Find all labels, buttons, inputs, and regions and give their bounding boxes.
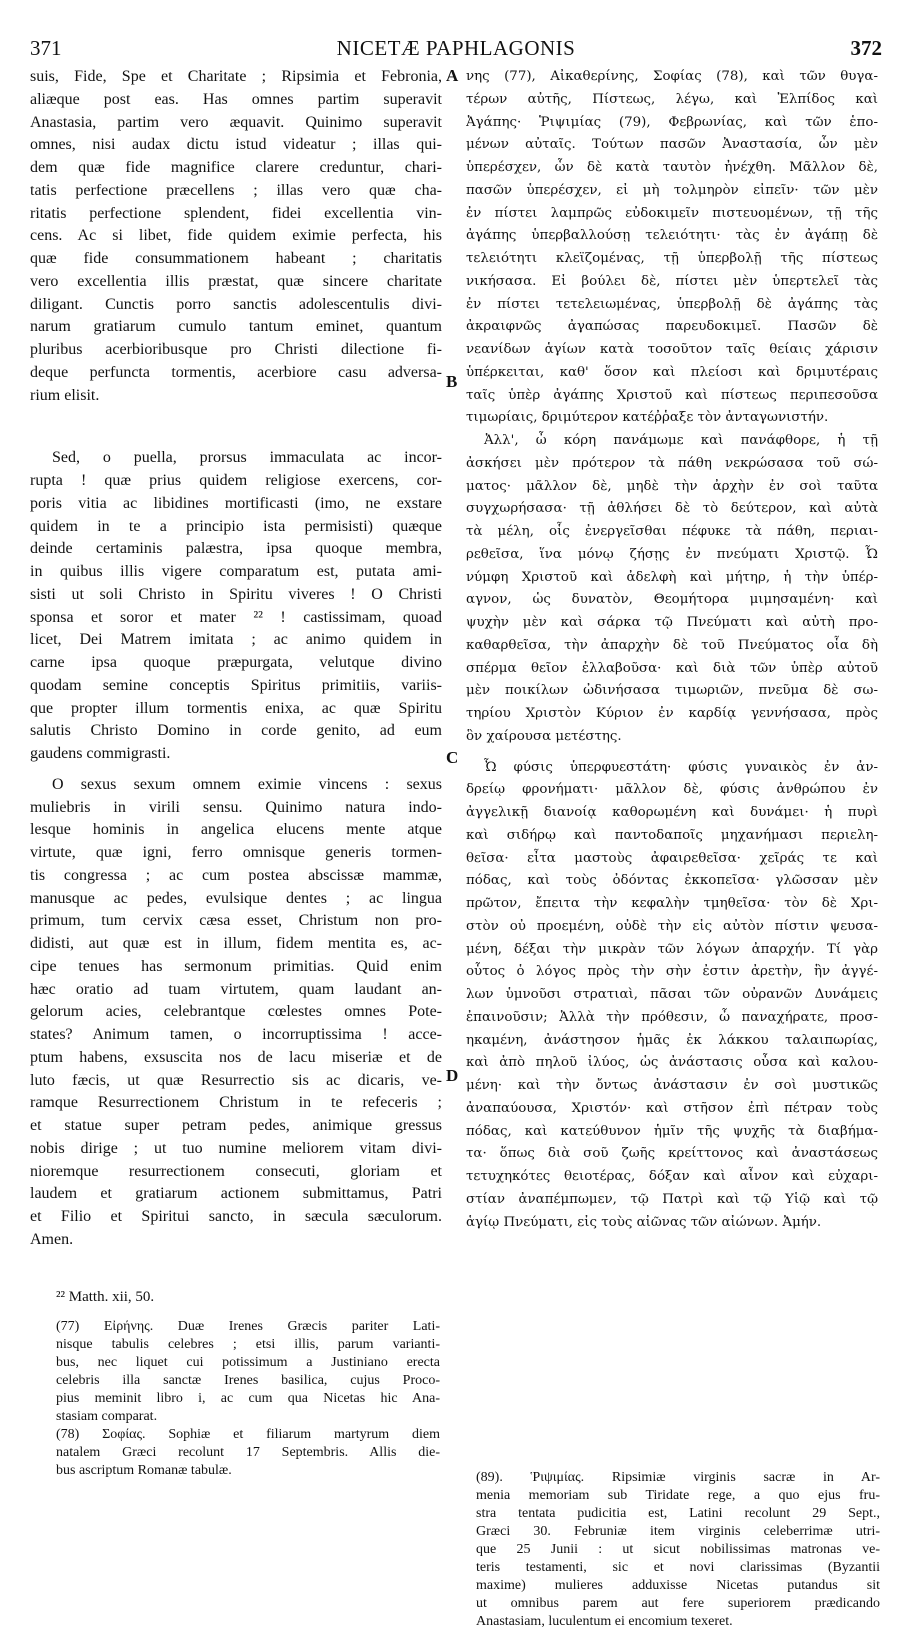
text-line: δρείῳ φρονήματι· μᾶλλον δὲ, φύσις ἀνθρώπου ἐν: [466, 782, 878, 798]
text-line: quidem in te a principio ista permisisti) quæque: [30, 517, 442, 535]
footnote-line: bus ascriptum Romanæ tabulæ.: [56, 1463, 232, 1478]
latin-paragraph-3: [30, 774, 442, 1252]
text-line: ὃν χαίρουσα μετέστης.: [466, 728, 622, 744]
text-line: et Filio et Spiritui sancto, in sæcula sæculorum.: [30, 1208, 442, 1225]
running-title: NICETÆ PAPHLAGONIS: [336, 36, 576, 60]
latin-paragraph-2: [30, 447, 442, 766]
footnote-line: bus, nec liquet cui potissimum a Justiniano erecta: [56, 1355, 440, 1370]
text-line: narum gratiarum cumulo tantum eminet, quantum: [30, 318, 442, 336]
footnote-line: ut omnibus parem aut fere superiorem prædicando: [476, 1596, 880, 1611]
text-line: tatis perfectione præcellens ; illas vero quæ cha-: [30, 181, 442, 199]
text-line: ματος· μᾶλλον δὲ, μηδὲ τὴν ἀρχὴν ἐν σοὶ ταῦτα: [466, 478, 878, 494]
text-line: ἀκραιφνῶς ἀγαπώσας παρευδοκιμεῖ. Πασῶν δὲ: [466, 319, 878, 335]
text-line: dem quæ fide magnifice clarere creduntur, chari-: [30, 159, 442, 176]
text-line: πασῶν ὑπερέσχεν, εἰ μὴ τολμηρὸν εἰπεῖν· τῶν μὲν: [466, 182, 878, 198]
text-line: virtute, quæ igni, ferro omnisque generis tormen-: [30, 844, 442, 861]
footnote-line: stra tentata pudicitia est, Latini recolunt 29 Sept.,: [476, 1506, 880, 1521]
text-line: deinde certaminis palæstra, ipsa quoque membra,: [30, 540, 442, 558]
text-line: πόδας, καὶ τοὺς ὀδόντας ἐκκοπεῖσα· γλῶσσαν μὲν: [466, 873, 878, 889]
page-number-right: 372: [850, 36, 882, 60]
text-line: τα· ὅπως διὰ σοῦ ζωῆς κρείττονος καὶ ἀναστάσεως: [466, 1146, 878, 1162]
text-line: τελειότητι κλεϊζομένας, τῇ ὑπερβολῇ τῆς πίστεως: [466, 251, 878, 266]
text-line: στὸν οὐ προεμένη, οὐδὲ τὴν εἰς αὐτὸν πίστιν ψευσα-: [466, 918, 878, 934]
text-line: cipe tenues has sermonum primitias. Quid enim: [30, 957, 442, 975]
text-line: ὑπερέσχεν, ὧν δὲ κατὰ ταυτὸν ἠνέχθη. Μᾶλλον δὲ,: [466, 160, 878, 175]
text-line: νης (77), Αἰκαθερίνης, Σοφίας (78), καὶ τῶν θυγα-: [466, 69, 878, 84]
text-line: ψυχὴν μὲν καὶ σάρκα τῷ Πνεύματι καὶ αὐτὴ προ-: [466, 615, 878, 630]
text-line: sponsa et soror et mater ²² ! castissimam, quoad: [30, 608, 442, 626]
text-line: ramque Resurrectionem Christum in te refeceris ;: [30, 1094, 442, 1112]
greek-paragraph-2: [466, 430, 878, 749]
text-line: rupta ! quæ prius quidem religiose exercens, cor-: [30, 472, 442, 489]
text-line: rium elisit.: [30, 386, 100, 404]
footnote-77: [56, 1318, 440, 1426]
text-line: τὰ μέλη, οἷς ἐνεργεῖσθαι πέφυκε τὰ πάθη, περιαι-: [466, 524, 878, 539]
text-line: τετυχηκότες θειοτέρας, δόξαν καὶ αἶνον καὶ εὐχαρι-: [466, 1169, 878, 1184]
text-line: πόδας, καὶ κατεύθυνον ἡμῖν τῆς ψυχῆς τὰ διαβήμα-: [466, 1123, 878, 1139]
text-line: ἀγάπης ὑπερβαλλούσῃ τελειότητι· τὰς ἐν ἀγάπῃ δὲ: [466, 228, 878, 244]
text-line: ἀσκήσει μὲν πρότερον τὰ πάθη νεκρώσασα τοῦ σώ-: [466, 455, 878, 471]
footnote-79: [476, 1469, 880, 1631]
text-line: tis congressa ; ac cum postea abscissæ mammæ,: [30, 866, 442, 884]
text-line: luto fæcis, ut quæ Resurrectio sis ac dicaris, ve-: [30, 1071, 442, 1089]
text-line: νύμφη Χριστοῦ καὶ ἀδελφὴ καὶ μήτηρ, ἡ τὴν ὑπέρ-: [466, 569, 878, 585]
text-line: Sed, o puella, prorsus immaculata ac incor-: [52, 449, 442, 467]
text-line: aliæque post eas. Has omnes partim superavit: [30, 90, 442, 108]
footnote-line: stasiam comparat.: [56, 1409, 158, 1424]
text-line: diligant. Cunctis porro sanctis adolescentulis divi-: [30, 295, 442, 313]
footnote-line: teris testamenti, sic et novi clarissimas (Byzantii: [476, 1560, 880, 1575]
footnote-line: que 25 Junii : ut sicut nobilissimas matronas ve-: [476, 1542, 880, 1557]
text-line: suis, Fide, Spe et Charitate ; Ripsimia et Febronia,: [30, 68, 442, 85]
text-line: et statue super petram pedes, animique gressus: [30, 1117, 442, 1134]
text-line: didisti, aut quæ est in illum, fidem mentita es, ac-: [30, 935, 442, 952]
text-line: poris vitia ac libidines mortificasti (imo, ne exstare: [30, 494, 442, 512]
page-number-left: 371: [30, 36, 62, 60]
text-line: ρεθεῖσα, ἵνα μόνῳ ζήσῃς ἐν πνεύματι Χριστῷ. Ὦ: [466, 546, 878, 562]
text-line: μένη, δέξαι τὴν μικρὰν τῶν λόγων ἀπαρχήν. Τί γὰρ: [466, 941, 878, 957]
text-line: ὑπέρκειται, καθ' ὅσον καὶ πλείοσι καὶ δριμυτέραις: [466, 364, 878, 380]
greek-column: [466, 66, 878, 1234]
text-line: Ἀλλ', ὦ κόρη πανάμωμε καὶ πανάφθορε, ἡ τῇ: [484, 433, 878, 448]
text-line: τηρίου Χριστὸν Κύριον ἐν καρδίᾳ γεννήσασα, πρὸς: [466, 706, 878, 721]
text-line: muliebris in virili sensu. Quinimo natura indo-: [30, 798, 442, 816]
latin-column: [30, 66, 442, 1252]
text-line: ταῖς ὑπὲρ ἀγάπης Χριστοῦ καὶ πίστεως περιπεσοῦσα: [466, 387, 878, 403]
text-line: ptum habens, exsuscita nos de lacu miseriæ et de: [30, 1048, 442, 1066]
footnote-line: menia memoriam sub Tiridate rege, a quo ejus fru-: [476, 1488, 880, 1503]
text-line: ηκαμένη, ἀνάστησον ἡμᾶς ἐκ λάκκου ταλαιπωρίας,: [466, 1032, 878, 1048]
scripture-reference: ²² Matth. xii, 50.: [56, 1289, 155, 1305]
footnote-line: (89). Ῥιψιμίας. Ripsimiæ virginis sacræ in Ar-: [476, 1470, 880, 1485]
text-line: ἀναπαύουσα, Χριστόν· καὶ στῆσον ἐπὶ πέτραν τοὺς: [466, 1100, 878, 1116]
margin-marker-d: D: [446, 1066, 459, 1085]
text-line: ἐν πίστει τετελειωμένας, ὑπερβολῇ δὲ ἀγάπης τὰς: [466, 296, 878, 312]
text-line: quodam semine conceptis Spiritus primitiis, variis-: [30, 676, 442, 694]
footnote-line: maxime) mulieres adduxisse Nicetas putandus sit: [476, 1578, 880, 1593]
text-line: τέρων αὐτῆς, Πίστεως, λέγω, καὶ Ἐλπίδος καὶ: [466, 91, 878, 107]
text-line: συγχωρήσασα· τῇ ἀθλήσει δὲ τὸ δεύτερον, καὶ αὐτὰ: [466, 501, 878, 517]
text-line: gelorum acies, celebrantque cœlestes omnes Pote-: [30, 1003, 442, 1021]
text-line: σπέρμα θεῖον ἐλλαβοῦσα· καὶ διὰ τῶν ὑπὲρ αὐτοῦ: [466, 660, 878, 676]
footnote-line: pius meminit libro i, ac cum qua Nicetas hic Ana-: [56, 1391, 440, 1406]
text-line: πρῶτον, ἔπειτα τὴν κεφαλὴν τμηθεῖσα· τὸν δὲ Χρι-: [466, 896, 878, 911]
text-line: μένων αὐταῖς. Τούτων πασῶν Ἀναστασία, ὧν μὲν: [466, 137, 878, 153]
text-line: θεῖσα· εἶτα μαστοὺς ἀφαιρεθεῖσα· χεῖράς τε καὶ: [466, 850, 878, 866]
text-line: τιμωρίαις, δριμύτερον κατέῤῥαξε τὸν ἀνταγωνιστήν.: [466, 410, 829, 426]
text-line: νικήσασα. Εἰ βούλει δὲ, πίστει μὲν ὑπερτελεῖ τὰς: [466, 273, 878, 289]
greek-paragraph-3: [466, 757, 878, 1235]
text-line: μένη· καὶ τὴν ὄντως ἀνάστασιν ἐν σοὶ μυστικῶς: [466, 1078, 878, 1093]
text-line: λων ὑμνοῦσι στρατιαὶ, πᾶσαι τῶν οὐρανῶν Δυνάμεις: [466, 987, 878, 1002]
text-line: ἐν πίστει λαμπρῶς εὐδοκιμεῖν πιστευομένων, τῇ τῆς: [466, 205, 878, 221]
text-line: O sexus sexum omnem eximie vincens : sexus: [52, 775, 442, 793]
text-line: καὶ σιδήρῳ καὶ παντοδαποῖς μηχανήμασι περιελη-: [466, 827, 878, 843]
text-line: καὶ ἀπὸ πηλοῦ ἰλύος, ὡς ἀνάστασις οὖσα καὶ καλου-: [466, 1055, 878, 1071]
text-line: Ἀγάπης· Ῥιψιμίας (79), Φεβρωνίας, καὶ τῶν ἑπο-: [466, 114, 878, 130]
text-line: Anastasia, partim vero æquavit. Quinimo superavit: [30, 113, 442, 131]
text-line: ἁγίῳ Πνεύματι, εἰς τοὺς αἰῶνας τῶν αἰώνων. Ἀμήν.: [466, 1214, 822, 1230]
text-line: ἐπαινοῦσιν; Ἀλλὰ τὴν πρόθεσιν, ὦ παναχήρατε, προσ-: [466, 1009, 878, 1025]
text-line: καθαρθεῖσα, τὴν ἀπαρχὴν δὲ τοῦ Πνεύματος οἷα δὴ: [466, 637, 878, 653]
text-line: deque perfuncta tormentis, acerbiore casu adversa-: [30, 363, 442, 381]
text-line: αγνον, ὡς δυνατὸν, Θεομήτορα μιμησαμένη· καὶ: [466, 592, 878, 608]
text-line: vero excellentia illis præstat, quæ sincere charitate: [30, 272, 442, 290]
text-line: Ὦ φύσις ὑπερφυεστάτη· φύσις γυναικὸς ἐν ἀν-: [484, 759, 878, 775]
margin-marker-a: A: [446, 66, 459, 85]
text-line: carne ipsa quoque præpurgata, velutque divino: [30, 654, 442, 671]
text-line: nioremque resurrectionem consecuti, gloriam et: [30, 1162, 442, 1180]
text-line: licet, Dei Matrem imitata ; ac animo quidem in: [30, 631, 442, 649]
text-line: οὗτος ὁ λόγος πρὸς τὴν σὴν ἐστιν ἀρετὴν, ἣν ἀγγέ-: [466, 964, 878, 980]
footnote-line: celebris illa sanctæ Irenes basilica, cujus Proco-: [56, 1373, 440, 1388]
text-line: que propter illum tormentis enixa, ac quæ Spiritu: [30, 699, 442, 717]
text-line: nobis dirige ; ut tuo numine meliorem vitam divi-: [30, 1139, 442, 1157]
page-header: [30, 36, 882, 64]
margin-marker-b: B: [446, 372, 458, 391]
footnote-line: Anastasiam, luculentum ei encomium texeret.: [476, 1614, 733, 1629]
text-line: primum, tum cervix cæsa esset, Christum non pro-: [30, 912, 442, 930]
text-line: Amen.: [30, 1230, 74, 1248]
text-line: στίαν ἀναπέμπωμεν, τῷ Πατρὶ καὶ τῷ Υἱῷ καὶ τῷ: [466, 1191, 878, 1207]
text-line: laudem et gratiarum actionem submittamus, Patri: [30, 1185, 442, 1203]
text-line: manusque ac pedes, evulsique dentes ; ac lingua: [30, 889, 442, 907]
text-line: μὲν ποικίλων ὠδινήσασα τιμωριῶν, πνεῦμα δὲ σω-: [466, 683, 878, 699]
text-line: hæc oratio ad tuam virtutem, quam laudant an-: [30, 980, 442, 998]
text-line: quæ fide consummationem habeant ; charitatis: [30, 250, 442, 267]
footnotes-left: [56, 1286, 440, 1480]
text-line: cens. Ac si libet, fide quidem eximie perfecta, his: [30, 227, 442, 245]
text-line: νεανίδων ἁγίων κατὰ τοσοῦτον ταῖς θείαις χάρισιν: [466, 342, 878, 357]
text-line: ritatis perfectione splendent, fidei excellentia vin-: [30, 204, 442, 222]
text-line: pluribus acerbioribusque pro Christi dilectione fi-: [30, 341, 442, 358]
footnotes-right: [476, 1469, 880, 1631]
footnote-line: nisque tabulis celebres ; etsi illis, parum varianti-: [56, 1337, 440, 1352]
footnote-line: (77) Εἰρήνης. Duæ Irenes Græcis pariter Lati-: [56, 1319, 440, 1334]
margin-marker-c: C: [446, 748, 459, 767]
greek-paragraph-1: [466, 66, 878, 430]
footnote-line: (78) Σοφίας. Sophiæ et filiarum martyrum diem: [56, 1427, 440, 1442]
footnote-line: natalem Græci recolunt 17 Septembris. Allis die-: [56, 1445, 440, 1460]
latin-paragraph-1: [30, 66, 442, 407]
text-line: gaudens commigrasti.: [30, 745, 171, 762]
text-line: in quibus illis vigere comparatum est, putata ami-: [30, 563, 442, 580]
text-line: states? Animum tamen, o incorruptissima ! acce-: [30, 1026, 442, 1043]
text-line: sisti ut soli Christo in Spiritu viveres ! O Christi: [30, 585, 442, 603]
footnote-line: Græci 30. Februniæ item virginis celeberrimæ utri-: [476, 1524, 880, 1539]
footnote-78: [56, 1426, 440, 1480]
text-line: salutis Christo Domino in corde genito, ad eum: [30, 722, 442, 740]
text-line: ἀγγελικῇ διανοίᾳ καθορωμένη καὶ δυνάμει· ἡ πυρὶ: [466, 805, 878, 820]
text-line: omnes, nisi audax dictu istud videatur ; illas qui-: [30, 136, 442, 154]
text-line: lesque hominis in angelica elucens mente atque: [30, 821, 442, 839]
